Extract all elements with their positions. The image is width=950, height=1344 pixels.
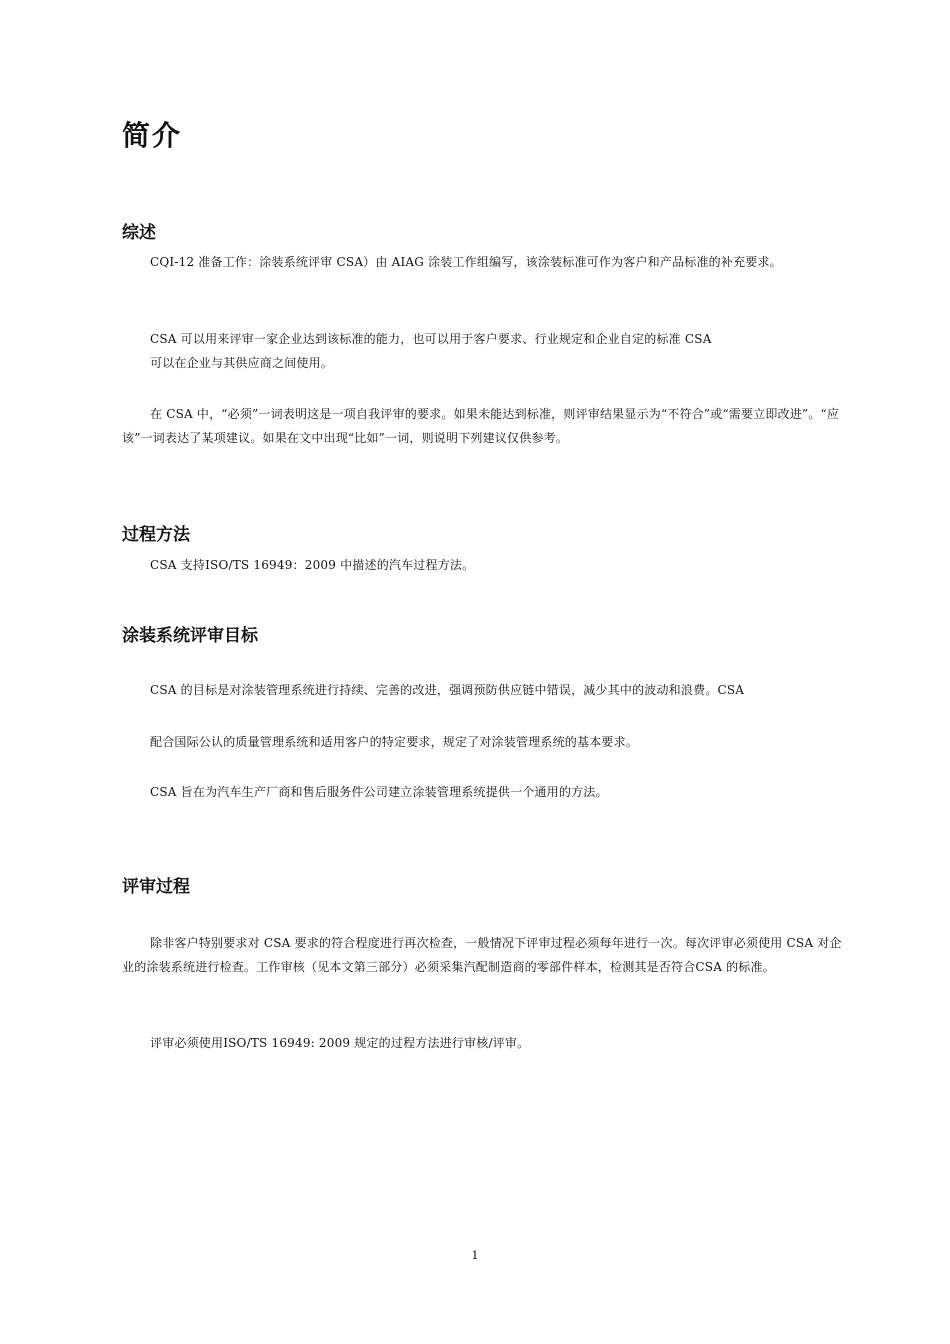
objective-line-3: CSA 旨在为汽车生产厂商和售后服务件公司建立涂装管理系统提供一个通用的方法。 <box>150 785 608 799</box>
page-number: 1 <box>471 1249 479 1262</box>
overview-paragraph-1: CQI-12 准备工作：涂装系统评审 CSA）由 AIAG 涂装工作组编写，该涂装标准可作为客户和产品标准的补充要求。 <box>150 255 782 269</box>
objective-line-2: 配合国际公认的质量管理系统和适用客户的特定要求，规定了对涂装管理系统的基本要求。 <box>150 735 639 749</box>
heading-audit-process: 评审过程 <box>122 877 190 897</box>
heading-process-approach: 过程方法 <box>122 525 190 545</box>
heading-audit-objective: 涂装系统评审目标 <box>122 626 258 646</box>
page-title: 简介 <box>122 119 183 152</box>
objective-line-1: CSA 的目标是对涂装管理系统进行持续、完善的改进，强调预防供应链中错误，减少其中的波动和浪费。CSA <box>150 683 745 697</box>
overview-paragraph-2-line-1: CSA 可以用来评审一家企业达到该标准的能力，也可以用于客户要求、行业规定和企业自定的标准 CSA <box>150 332 712 346</box>
overview-paragraph-2-line-2: 可以在企业与其供应商之间使用。 <box>150 356 334 370</box>
process-approach-paragraph: CSA 支持ISO/TS 16949：2009 中描述的汽车过程方法。 <box>150 558 475 572</box>
audit-process-paragraph-2: 评审必须使用ISO/TS 16949: 2009 规定的过程方法进行审核/评审。 <box>150 1036 530 1050</box>
audit-process-paragraph-1: 除非客户特别要求对 CSA 要求的符合程度进行再次检查，一般情况下评审过程必须每年进行一次。每次评审必须使用 CSA 对企业的涂装系统进行检查。工作审核（见本文第三部分）必须采集汽配制造商的零部件样本，检测其是否符合CSA 的标准。 <box>122 936 842 974</box>
overview-paragraph-3: 在 CSA 中，“必须”一词表明这是一项自我评审的要求。如果未能达到标准，则评审结果显示为“不符合”或“需要立即改进”。“应该”一词表达了某项建议。如果在文中出现“比如”一词，则说明下列建议仅供参考。 <box>122 407 840 445</box>
heading-overview: 综述 <box>122 223 156 243</box>
